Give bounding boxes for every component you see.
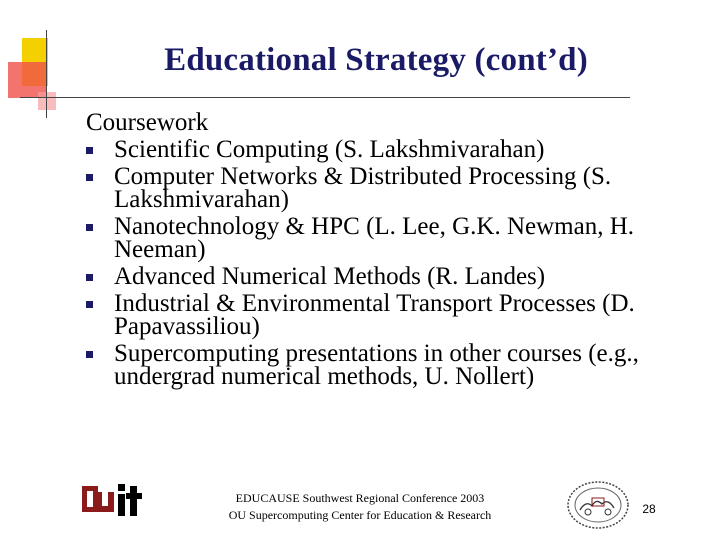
footer <box>190 490 530 524</box>
bullet-square-icon <box>86 274 93 281</box>
section-heading: Coursework <box>86 109 209 136</box>
list-item: Computer Networks & Distributed Processing (S. Lakshmivarahan) <box>86 165 686 211</box>
bullet-square-icon <box>86 301 93 308</box>
slide-title: Educational Strategy (cont’d) <box>164 42 588 78</box>
ou-it-logo <box>80 478 146 522</box>
bullet-square-icon <box>86 224 93 231</box>
bullet-square-icon <box>86 351 93 358</box>
list-item: Supercomputing presentations in other courses (e.g., undergrad numerical methods, U. Nollert) <box>86 342 686 388</box>
bullet-list <box>86 138 686 388</box>
list-item: Scientific Computing (S. Lakshmivarahan) <box>86 138 686 161</box>
list-item: Nanotechnology & HPC (L. Lee, G.K. Newman, H. Neeman) <box>86 215 686 261</box>
slide-body <box>86 110 686 392</box>
corner-vertical-line <box>46 30 47 118</box>
bullet-square-icon <box>86 147 93 154</box>
corner-pink-square <box>38 92 56 110</box>
page-number: 28 <box>642 502 656 516</box>
list-item: Industrial & Environmental Transport Processes (D. Papavassiliou) <box>86 292 686 338</box>
list-item: Advanced Numerical Methods (R. Landes) <box>86 265 686 288</box>
footer-line-2: OU Supercomputing Center for Education & Research <box>228 508 492 522</box>
title-underline <box>20 97 630 98</box>
university-seal-icon <box>566 480 630 530</box>
bullet-square-icon <box>86 174 93 181</box>
footer-line-1: EDUCAUSE Southwest Regional Conference 2003 <box>235 491 485 505</box>
